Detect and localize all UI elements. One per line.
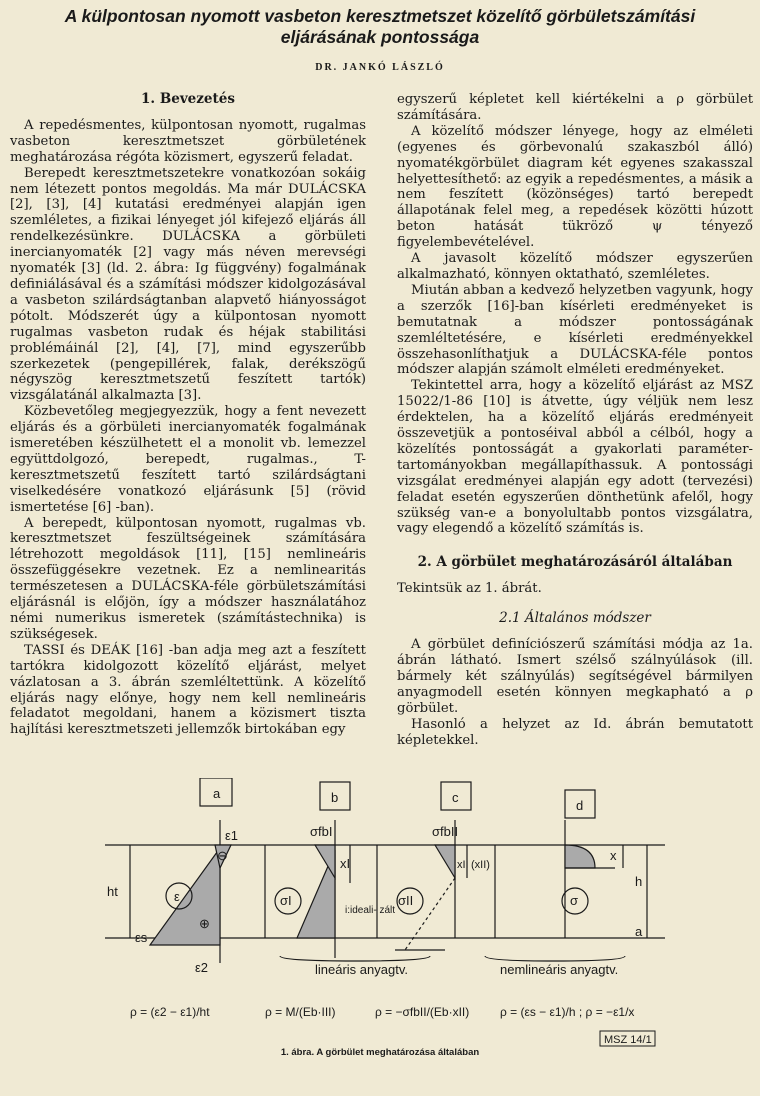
- label-epss: εs: [135, 930, 148, 945]
- paragraph: Közbevetőleg megjegyezzük, hogy a fent nevezett eljárás és a görbületi inercianyomaték fogalmának ismeretében készülhetett el a monolit vb. lemezzel együttdolgozó, berepedt, rugalmas., T-keresztmetszetű feszített tartó szilárdságtani viselkedésére vonatkozó eljárásunk [5] (rövid ismertetése [6] -ban).: [10, 404, 366, 515]
- figure-caption: 1. ábra. A görbület meghatározása általában: [280, 1047, 480, 1058]
- paragraph: A görbület definíciószerű számítási módja az 1a. ábrán látható. Ismert szélső szálnyúlások (ill. bármely két szálnyúlás) segítségével bármilyen anyagmodell esetén könnyen megkapható a ρ görbület.: [397, 637, 753, 716]
- formula-d: ρ = (εs − ε1)/h ; ρ = −ε1/x: [500, 1005, 635, 1019]
- title-line-1: A külpontosan nyomott vasbeton keresztmetszet közelítő görbületszámítási: [64, 6, 696, 26]
- label-ht: ht: [107, 884, 118, 899]
- label-idealizalt: i:ideali- zált: [345, 905, 396, 916]
- label-eps1: ε1: [225, 828, 239, 843]
- paragraph: A repedésmentes, külpontosan nyomott, rugalmas vasbeton keresztmetszet görbületének meghatározása régóta közismert, egyszerű feladat.: [10, 117, 366, 165]
- paragraph: Miután abban a kedvező helyzetben vagyunk, hogy a szerzők [16]-ban kísérleti eredményeket is bemutatnak a módszer pontosságának szemléltetésére, e kísérleti eredményekkel összehasonlíthatjuk a DULÁCSKA-féle pontos módszer alapján számolt elméleti eredményeket.: [397, 282, 753, 378]
- right-column: [397, 92, 753, 748]
- label-h: h: [635, 874, 643, 889]
- paragraph: Hasonló a helyzet az Id. ábrán bemutatott képletekkel.: [397, 716, 753, 748]
- paragraph: TASSI és DEÁK [16] -ban adja meg azt a feszített tartókra kidolgozott közelítő eljárást, melyet vázlatosan a 3. ábrán szemléltettünk. A közelítő eljárás nagy előnye, hogy nem kell nemlineáris feladatot megoldani, hanem a közismert tiszta hajlítási keresztmetszeti jellemzők birtokában egy: [10, 642, 366, 738]
- formula-a: ρ = (ε2 − ε1)/ht: [130, 1005, 210, 1019]
- label-sig-b1: σfbI: [310, 824, 333, 839]
- label-xII-paren: (xII): [471, 859, 490, 871]
- left-column: [10, 92, 366, 738]
- paragraph: Tekintsük az 1. ábrát.: [397, 581, 542, 597]
- label-plus: ⊕: [199, 916, 210, 931]
- panel-label-c: c: [452, 790, 459, 805]
- label-xI: xI: [340, 856, 351, 871]
- label-linearis: lineáris anyagtv.: [315, 962, 408, 977]
- label-a: a: [635, 924, 643, 939]
- label-xII: xII: [457, 859, 469, 871]
- label-minus: ⊖: [217, 848, 228, 863]
- label-sigI: σI: [280, 893, 292, 908]
- figure-1: [95, 778, 685, 1068]
- paragraph: A közelítő módszer lényege, hogy az elméleti (egyenes és görbevonalú szakaszból álló) nyomatékgörbület diagram két egyenes szakasszal helyettesíthető: az egyik a repedésmentes, a másik a nem feszített (közönséges) tartó berepedt állapotának felel meg, a repedések közötti húzott beton hatását tükröző ψ tényező figyelembevételével.: [397, 123, 753, 251]
- paragraph: egyszerű képletet kell kiértékelni a ρ görbület számítására.: [397, 92, 753, 123]
- paragraph: A berepedt, külpontosan nyomott, rugalmas vb. keresztmetszet feszültségeinek számítására létrehozott megoldások [11], [15] nemlineáris összefüggésekre vezetnek. Ez a nemlinearitás természetesen a DULÁCSKA-féle görbületszámítási eljárásnál is előjön, így a módszer használatához némi numerikus ismeretek (számítástechnika) is szükségesek.: [10, 515, 366, 642]
- section-heading-1: 1. Bevezetés: [141, 91, 235, 107]
- formula-b: ρ = M/(Eb·III): [265, 1005, 336, 1019]
- paragraph: Tekintettel arra, hogy a közelítő eljárást az MSZ 15022/1-86 [10] is átvette, úgy véljük nem lesz érdektelen, ha a közelítő eljárás eredményeit összevetjük a pontoséival abból a célból, hogy a közelítés pontosságát a gyakorlati paraméter-tartományokban megállapíthassuk. A pontossági vizsgálat eredményei alapján egy adott (tervezési) feladat esetén egyszerűen dönthetünk afelől, hogy szükség van-e a bonyolultabb pontos vizsgálatra, vagy elegendő a közelítő számítás is.: [397, 378, 753, 537]
- label-x: x: [610, 848, 617, 863]
- panel-label-b: b: [331, 790, 339, 805]
- label-stamp: MSZ 14/1: [604, 1034, 652, 1046]
- subsection-heading-2-1: 2.1 Általános módszer: [499, 610, 651, 627]
- formula-c: ρ = −σfbII/(Eb·xII): [375, 1005, 470, 1019]
- paragraph: A javasolt közelítő módszer egyszerűen alkalmazható, könnyen oktatható, szemléletes.: [397, 251, 753, 282]
- label-eps2: ε2: [195, 960, 209, 975]
- page-title: [0, 6, 760, 48]
- panel-label-a: a: [213, 786, 221, 801]
- paragraph: Berepedt keresztmetszetekre vonatkozóan sokáig nem létezett pontos megoldás. Ma már DULÁCSKA [2], [3], [4] kutatási eredményei alapján igen szemléletes, a fizikai lényeget jól kifejező eljárás áll rendelkezésünkre. DULÁCSKA a görbületi inercianyomaték [2] vagy más néven merevségi nyomaték [3] (ld. 2. ábra: Ig függvény) fogalmának definiálásával és a számítási módszer kidolgozásával a vasbeton szilárdságtanban alapvető hiányosságot pótolt. Módszerét úgy a külpontosan nyomott rugalmas vasbeton rudak és héjak stabilitási problémáinál [2], [4], [7], mind egyszerűbb szerkezetek (pengepillérek, falak, derékszögű négyszög keresztmetszetű feszített tartók) vizsgálatánál alkalmazta [3].: [10, 165, 366, 404]
- title-line-2: eljárásának pontossága: [280, 27, 480, 47]
- label-sig: σ: [570, 893, 579, 908]
- label-nemlinearis: nemlineáris anyagtv.: [500, 962, 619, 977]
- section-heading-2: 2. A görbület meghatározásáról általában: [417, 554, 733, 571]
- panel-label-d: d: [576, 798, 584, 813]
- label-sigII: σII: [398, 893, 414, 908]
- label-sig-bII: σfbII: [432, 824, 459, 839]
- label-eps: ε: [174, 889, 180, 904]
- author: DR. JANKÓ LÁSZLÓ: [315, 62, 445, 73]
